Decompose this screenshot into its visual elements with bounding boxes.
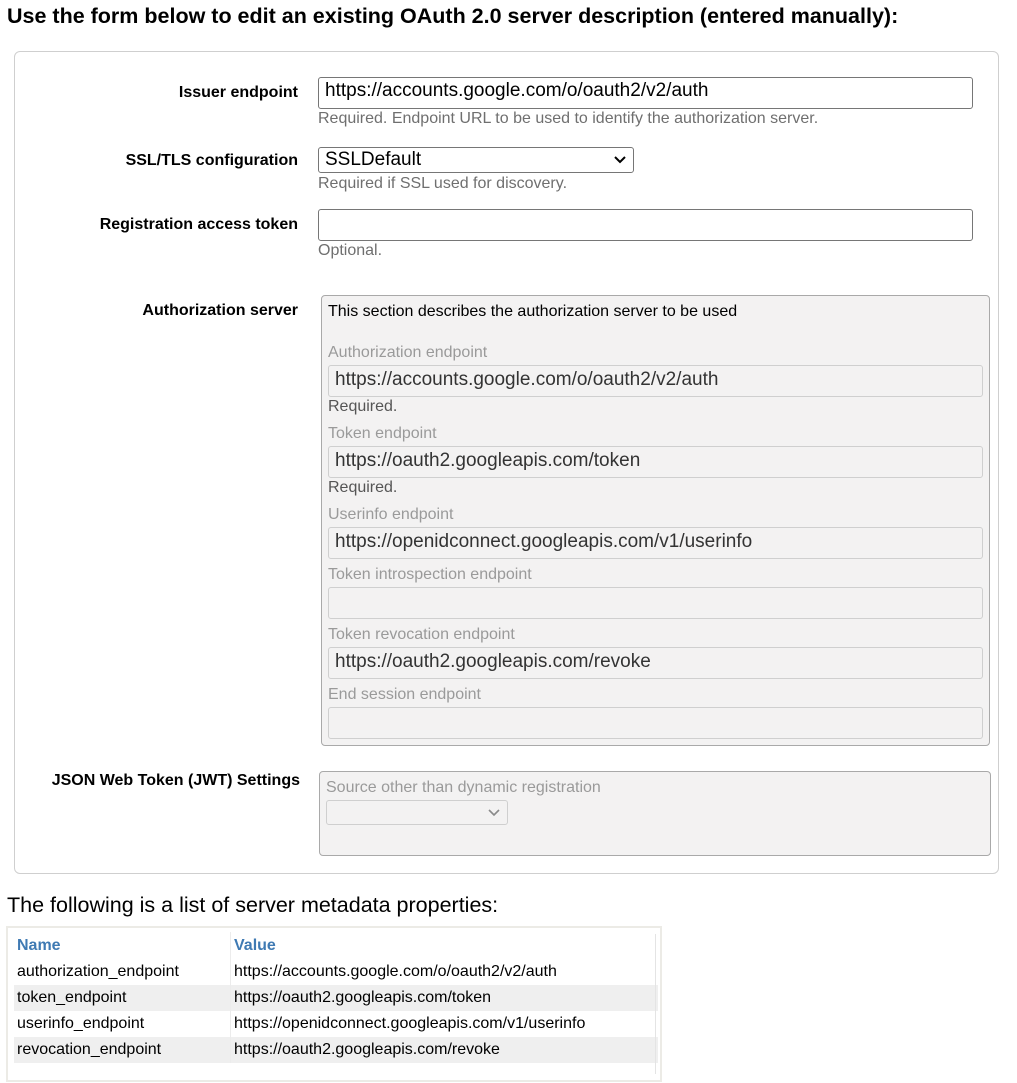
metadata-table	[14, 932, 658, 1063]
registration-token-label: Registration access token	[99, 216, 298, 233]
token-endpoint-field: https://oauth2.googleapis.com/token	[328, 446, 983, 478]
property-value: https://oauth2.googleapis.com/token	[231, 985, 659, 1011]
table-row	[14, 1011, 658, 1037]
property-name: token_endpoint	[14, 985, 231, 1011]
column-header-name: Name	[14, 932, 231, 959]
column-header-value: Value	[234, 937, 276, 954]
ssl-config-help: Required if SSL used for discovery.	[318, 175, 568, 192]
property-value: https://openidconnect.googleapis.com/v1/userinfo	[234, 1015, 586, 1032]
property-name: revocation_endpoint	[14, 1037, 231, 1063]
chevron-down-icon	[613, 153, 627, 167]
userinfo-endpoint-field: https://openidconnect.googleapis.com/v1/userinfo	[328, 527, 983, 559]
ssl-config-select[interactable]	[318, 147, 634, 173]
ssl-config-label: SSL/TLS configuration	[125, 152, 298, 169]
property-value: https://accounts.google.com/o/oauth2/v2/auth	[234, 963, 557, 980]
issuer-endpoint-label: Issuer endpoint	[178, 84, 298, 101]
page-heading: Use the form below to edit an existing OAuth 2.0 server description (entered manually):	[7, 4, 899, 28]
end-session-endpoint-field	[328, 707, 983, 739]
userinfo-endpoint-label: Userinfo endpoint	[328, 506, 454, 523]
authorization-server-label: Authorization server	[142, 302, 298, 319]
authorization-endpoint-required: Required.	[328, 398, 398, 415]
metadata-table-container	[6, 926, 662, 1082]
authorization-endpoint-label: Authorization endpoint	[328, 344, 488, 361]
table-row	[14, 985, 658, 1011]
property-name: userinfo_endpoint	[14, 1011, 231, 1037]
token-endpoint-label: Token endpoint	[328, 425, 437, 442]
registration-token-help: Optional.	[318, 242, 383, 259]
chevron-down-icon	[487, 806, 501, 820]
jwt-settings-label: JSON Web Token (JWT) Settings	[51, 772, 300, 789]
issuer-endpoint-input[interactable]: https://accounts.google.com/o/oauth2/v2/auth	[318, 77, 973, 109]
table-row	[14, 959, 658, 985]
metadata-list-title: The following is a list of server metadata properties:	[7, 893, 499, 917]
revocation-endpoint-field: https://oauth2.googleapis.com/revoke	[328, 647, 983, 679]
revocation-endpoint-label: Token revocation endpoint	[328, 626, 515, 643]
property-value: https://oauth2.googleapis.com/revoke	[231, 1037, 659, 1063]
table-row	[14, 1037, 658, 1063]
table-scrollbar[interactable]	[655, 934, 656, 1074]
issuer-endpoint-help: Required. Endpoint URL to be used to identify the authorization server.	[318, 110, 819, 127]
authorization-server-description: This section describes the authorization server to be used	[328, 303, 738, 320]
token-endpoint-required: Required.	[328, 479, 398, 496]
introspection-endpoint-field	[328, 587, 983, 619]
jwt-source-select	[326, 800, 508, 825]
authorization-endpoint-field: https://accounts.google.com/o/oauth2/v2/auth	[328, 365, 983, 397]
metadata-header-row	[14, 932, 658, 959]
registration-token-input[interactable]	[318, 209, 973, 241]
jwt-source-label: Source other than dynamic registration	[326, 779, 601, 796]
property-name: authorization_endpoint	[14, 959, 231, 985]
end-session-endpoint-label: End session endpoint	[328, 686, 481, 703]
ssl-config-selected-value: SSLDefault	[325, 149, 422, 170]
introspection-endpoint-label: Token introspection endpoint	[328, 566, 532, 583]
